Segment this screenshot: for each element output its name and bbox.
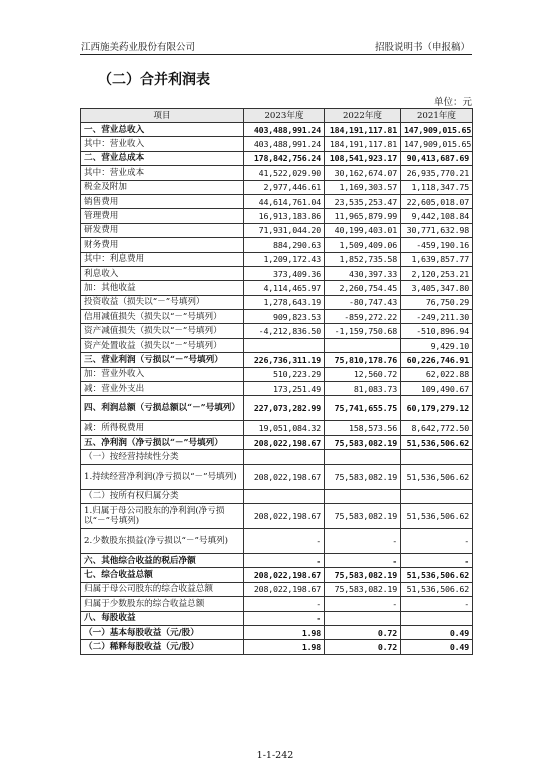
cell-2021: 30,771,632.98 [401, 223, 473, 237]
cell-2022: 23,535,253.47 [325, 194, 401, 208]
cell-2021: 90,413,687.69 [401, 151, 473, 165]
table-row [81, 568, 473, 582]
table-row [81, 396, 473, 421]
row-item-label: （一）基本每股收益（元/股） [81, 625, 244, 639]
cell-2021: 3,405,347.80 [401, 281, 473, 295]
cell-2021 [401, 450, 473, 464]
cell-2022: 184,191,117.81 [325, 123, 401, 137]
cell-2023 [244, 489, 325, 503]
cell-2023: 1,209,172.43 [244, 252, 325, 266]
cell-2023: 16,913,183.86 [244, 209, 325, 223]
row-item-label: 税金及附加 [81, 180, 244, 194]
cell-2021: 51,536,506.62 [401, 503, 473, 528]
table-row [81, 238, 473, 252]
table-row [81, 625, 473, 639]
cell-2021: 9,429.10 [401, 338, 473, 352]
cell-2023: 208,022,198.67 [244, 464, 325, 489]
header-document-type: 招股说明书（申报稿） [374, 42, 470, 53]
cell-2022: 0.72 [325, 625, 401, 639]
row-item-label: 二、营业总成本 [81, 151, 244, 165]
cell-2022: - [325, 528, 401, 553]
cell-2021: -510,896.94 [401, 324, 473, 338]
cell-2023: 403,488,991.24 [244, 137, 325, 151]
row-item-label: 归属于少数股东的综合收益总额 [81, 597, 244, 611]
cell-2023 [244, 338, 325, 352]
row-item-label: 四、利润总额（亏损总额以“－”号填列） [81, 396, 244, 421]
cell-2023: 2,977,446.61 [244, 180, 325, 194]
row-item-label: 1.归属于母公司股东的净利润(净亏损以“－”号填列) [81, 503, 244, 528]
cell-2022: - [325, 553, 401, 567]
table-row [81, 640, 473, 654]
cell-2023: 4,114,465.97 [244, 281, 325, 295]
table-row [81, 464, 473, 489]
cell-2023: 19,051,084.32 [244, 421, 325, 435]
table-row [81, 324, 473, 338]
cell-2022: 40,199,403.01 [325, 223, 401, 237]
row-item-label: 归属于母公司股东的综合收益总额 [81, 582, 244, 596]
cell-2021: 51,536,506.62 [401, 568, 473, 582]
table-body [81, 123, 473, 655]
cell-2021: 51,536,506.62 [401, 435, 473, 449]
table-row [81, 528, 473, 553]
cell-2023: - [244, 528, 325, 553]
table-row [81, 209, 473, 223]
cell-2021: 51,536,506.62 [401, 582, 473, 596]
table-row [81, 295, 473, 309]
cell-2021: - [401, 553, 473, 567]
cell-2023: 403,488,991.24 [244, 123, 325, 137]
row-item-label: 1.持续经营净利润(净亏损以“－”号填列) [81, 464, 244, 489]
table-row [81, 266, 473, 280]
cell-2022 [325, 489, 401, 503]
cell-2021: 109,490.67 [401, 382, 473, 396]
cell-2022: 430,397.33 [325, 266, 401, 280]
cell-2023: 226,736,311.19 [244, 353, 325, 367]
cell-2021: 0.49 [401, 625, 473, 639]
row-item-label: 利息收入 [81, 266, 244, 280]
cell-2022: 11,965,879.99 [325, 209, 401, 223]
table-row [81, 503, 473, 528]
row-item-label: 加：营业外收入 [81, 367, 244, 381]
unit-label: 单位：元 [433, 97, 472, 108]
cell-2022: 30,162,674.07 [325, 166, 401, 180]
cell-2023: 510,223.29 [244, 367, 325, 381]
cell-2022: -80,747.43 [325, 295, 401, 309]
table-header-row [81, 109, 473, 123]
table-row [81, 367, 473, 381]
cell-2021: 0.49 [401, 640, 473, 654]
section-title: （二）合并利润表 [98, 72, 210, 88]
table-row [81, 450, 473, 464]
row-item-label: 八、每股收益 [81, 611, 244, 625]
cell-2023: - [244, 611, 325, 625]
table-row [81, 137, 473, 151]
cell-2021: 1,118,347.75 [401, 180, 473, 194]
cell-2023: 208,022,198.67 [244, 503, 325, 528]
cell-2022: 81,083.73 [325, 382, 401, 396]
cell-2021: 22,605,018.07 [401, 194, 473, 208]
cell-2021: -249,211.30 [401, 310, 473, 324]
row-item-label: 资产处置收益（损失以“－”号填列） [81, 338, 244, 352]
cell-2022: 75,583,082.19 [325, 568, 401, 582]
cell-2021: -459,190.16 [401, 238, 473, 252]
table-row [81, 597, 473, 611]
cell-2023: 1,278,643.19 [244, 295, 325, 309]
row-item-label: 减：所得税费用 [81, 421, 244, 435]
cell-2023: 71,931,044.20 [244, 223, 325, 237]
cell-2023: 44,614,761.04 [244, 194, 325, 208]
table-row [81, 194, 473, 208]
cell-2023: 373,409.36 [244, 266, 325, 280]
cell-2022: 108,541,923.17 [325, 151, 401, 165]
cell-2023: 227,073,282.99 [244, 396, 325, 421]
column-header-2021: 2021年度 [401, 109, 473, 123]
row-item-label: 三、营业利润（亏损以“－”号填列） [81, 353, 244, 367]
row-item-label: 资产减值损失（损失以“－”号填列） [81, 324, 244, 338]
row-item-label: 财务费用 [81, 238, 244, 252]
row-item-label: （一）按经营持续性分类 [81, 450, 244, 464]
table-row [81, 166, 473, 180]
cell-2023: -4,212,836.50 [244, 324, 325, 338]
column-header-2022: 2022年度 [325, 109, 401, 123]
row-item-label: 六、其他综合收益的税后净额 [81, 553, 244, 567]
row-item-label: （二）稀释每股收益（元/股） [81, 640, 244, 654]
table-row [81, 281, 473, 295]
cell-2023 [244, 450, 325, 464]
row-item-label: 研发费用 [81, 223, 244, 237]
cell-2022: 75,583,082.19 [325, 582, 401, 596]
cell-2021 [401, 489, 473, 503]
cell-2022: 12,560.72 [325, 367, 401, 381]
table-row [81, 123, 473, 137]
cell-2023: - [244, 597, 325, 611]
cell-2023: 884,290.63 [244, 238, 325, 252]
cell-2022: -859,272.22 [325, 310, 401, 324]
row-item-label: 投资收益（损失以“－”号填列） [81, 295, 244, 309]
column-header-item: 项目 [81, 109, 244, 123]
table-row [81, 421, 473, 435]
cell-2023: 208,022,198.67 [244, 568, 325, 582]
cell-2023: 208,022,198.67 [244, 582, 325, 596]
table-row [81, 382, 473, 396]
cell-2022 [325, 338, 401, 352]
cell-2022 [325, 450, 401, 464]
cell-2022: 1,169,303.57 [325, 180, 401, 194]
cell-2021: 147,909,015.65 [401, 123, 473, 137]
cell-2021: 26,935,770.21 [401, 166, 473, 180]
cell-2022: 0.72 [325, 640, 401, 654]
page-number: 1-1-242 [256, 750, 294, 761]
cell-2022: 75,583,082.19 [325, 435, 401, 449]
table-row [81, 489, 473, 503]
cell-2021: 62,022.88 [401, 367, 473, 381]
cell-2022 [325, 611, 401, 625]
header-company-name: 江西施美药业股份有限公司 [81, 42, 196, 53]
row-item-label: 加：其他收益 [81, 281, 244, 295]
row-item-label: 管理费用 [81, 209, 244, 223]
cell-2021: 2,120,253.21 [401, 266, 473, 280]
cell-2023: - [244, 553, 325, 567]
cell-2021: 60,226,746.91 [401, 353, 473, 367]
table-row [81, 252, 473, 266]
income-statement-table [80, 108, 473, 655]
row-item-label: 销售费用 [81, 194, 244, 208]
cell-2022: - [325, 597, 401, 611]
cell-2022: 75,810,178.76 [325, 353, 401, 367]
cell-2022: 2,260,754.45 [325, 281, 401, 295]
cell-2022: 158,573.56 [325, 421, 401, 435]
table-row [81, 553, 473, 567]
row-item-label: 七、综合收益总额 [81, 568, 244, 582]
table-row [81, 180, 473, 194]
cell-2023: 173,251.49 [244, 382, 325, 396]
cell-2021 [401, 611, 473, 625]
row-item-label: 2.少数股东损益(净亏损以“－”号填列) [81, 528, 244, 553]
row-item-label: （二）按所有权归属分类 [81, 489, 244, 503]
cell-2023: 41,522,029.90 [244, 166, 325, 180]
row-item-label: 信用减值损失（损失以“－”号填列） [81, 310, 244, 324]
header-divider [80, 54, 472, 55]
table-row [81, 338, 473, 352]
cell-2023: 1.98 [244, 640, 325, 654]
cell-2021: 1,639,857.77 [401, 252, 473, 266]
row-item-label: 减：营业外支出 [81, 382, 244, 396]
cell-2021: - [401, 597, 473, 611]
cell-2022: 1,852,735.58 [325, 252, 401, 266]
table-row [81, 310, 473, 324]
column-header-2023: 2023年度 [244, 109, 325, 123]
row-item-label: 一、营业总收入 [81, 123, 244, 137]
row-item-label: 其中：利息费用 [81, 252, 244, 266]
row-item-label: 其中：营业成本 [81, 166, 244, 180]
cell-2023: 1.98 [244, 625, 325, 639]
cell-2022: 75,583,082.19 [325, 503, 401, 528]
row-item-label: 五、净利润（净亏损以“－”号填列） [81, 435, 244, 449]
row-item-label: 其中：营业收入 [81, 137, 244, 151]
cell-2022: 75,741,655.75 [325, 396, 401, 421]
cell-2022: -1,159,750.68 [325, 324, 401, 338]
cell-2021: - [401, 528, 473, 553]
table-row [81, 582, 473, 596]
cell-2021: 9,442,108.84 [401, 209, 473, 223]
table-row [81, 353, 473, 367]
cell-2021: 147,909,015.65 [401, 137, 473, 151]
cell-2021: 60,179,279.12 [401, 396, 473, 421]
cell-2021: 51,536,506.62 [401, 464, 473, 489]
table-row [81, 435, 473, 449]
cell-2021: 76,750.29 [401, 295, 473, 309]
cell-2022: 1,509,409.06 [325, 238, 401, 252]
table-row [81, 151, 473, 165]
cell-2023: 178,842,756.24 [244, 151, 325, 165]
table-row [81, 611, 473, 625]
cell-2022: 184,191,117.81 [325, 137, 401, 151]
cell-2021: 8,642,772.50 [401, 421, 473, 435]
table-row [81, 223, 473, 237]
cell-2023: 208,022,198.67 [244, 435, 325, 449]
cell-2022: 75,583,082.19 [325, 464, 401, 489]
cell-2023: 909,823.53 [244, 310, 325, 324]
